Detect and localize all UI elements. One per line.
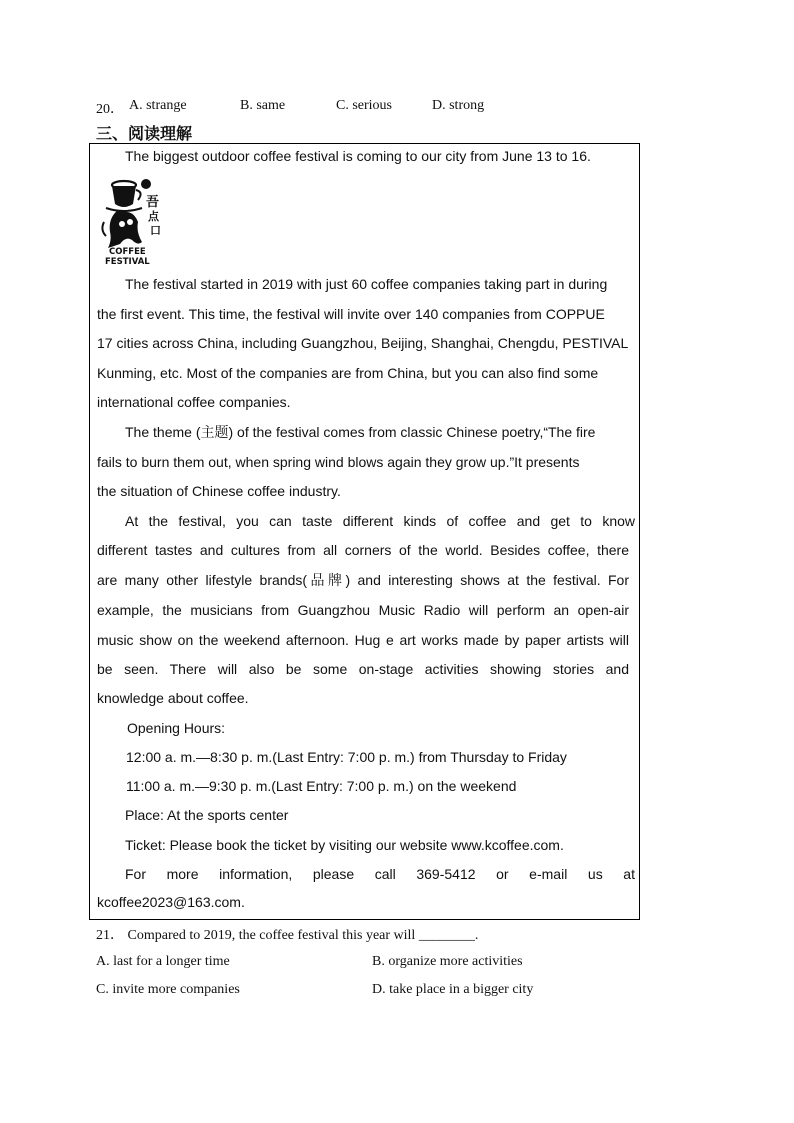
q21-option-c: C. invite more companies [96, 982, 240, 997]
svg-text:FESTIVAL: FESTIVAL [105, 257, 150, 266]
svg-text:吾: 吾 [146, 195, 160, 210]
coffee-festival-logo-icon [98, 174, 170, 266]
passage-line-13: music show on the weekend afternoon. Hug e art works made by paper artists will [97, 632, 629, 648]
question-21-stem: 21． Compared to 2019, the coffee festival this year will ________. [96, 928, 479, 943]
passage-line-2: the first event. This time, the festival will invite over 140 companies from COPPUE [97, 306, 605, 322]
hours-weekend: 11:00 a. m.—9:30 p. m.(Last Entry: 7:00 p. m.) on the weekend [126, 778, 517, 794]
passage-line-9: At the festival, you can taste different kinds of coffee and get to know [125, 513, 635, 529]
contact-line: For more information, please call 369-5412 or e-mail us at [125, 866, 635, 882]
passage-line-4: Kunming, etc. Most of the companies are from China, but you can also find some [97, 365, 599, 381]
passage-line-14: be seen. There will also be some on-stage activities showing stories and [97, 661, 629, 677]
passage-line-5: international coffee companies. [97, 394, 291, 410]
q20-option-a: A. strange [129, 98, 187, 113]
passage-line-6: The theme (主题) of the festival comes from classic Chinese poetry,“The fire [125, 424, 596, 440]
svg-text:口: 口 [150, 224, 161, 237]
passage-line-15: knowledge about coffee. [97, 690, 249, 706]
passage-line-1: The festival started in 2019 with just 60 coffee companies taking part in during [125, 276, 608, 292]
passage-line-8: the situation of Chinese coffee industry. [97, 483, 341, 499]
passage-line-12: example, the musicians from Guangzhou Music Radio will perform an open-air [97, 602, 629, 618]
q20-option-b: B. same [240, 98, 286, 113]
q20-option-d: D. strong [432, 98, 485, 113]
section-heading: 三、阅读理解 [96, 124, 193, 143]
svg-text:点: 点 [148, 210, 159, 223]
q21-option-a: A. last for a longer time [96, 954, 230, 969]
passage-line-10: different tastes and cultures from all corners of the world. Besides coffee, there [97, 542, 629, 558]
contact-email: kcoffee2023@163.com. [97, 894, 245, 910]
passage-line-3: 17 cities across China, including Guangzhou, Beijing, Shanghai, Chengdu, PESTIVAL [97, 335, 629, 351]
q21-option-b: B. organize more activities [372, 954, 523, 969]
q20-number: 20． [96, 102, 124, 117]
passage-line-7: fails to burn them out, when spring wind blows again they grow up.”It presents [97, 454, 580, 470]
passage-line-11: are many other lifestyle brands(品牌) and interesting shows at the festival. For [97, 572, 629, 588]
q20-option-c: C. serious [336, 98, 392, 113]
passage-intro: The biggest outdoor coffee festival is coming to our city from June 13 to 16. [125, 148, 591, 164]
ticket-line: Ticket: Please book the ticket by visiting our website www.kcoffee.com. [125, 837, 564, 853]
place-line: Place: At the sports center [125, 807, 289, 823]
hours-weekday: 12:00 a. m.—8:30 p. m.(Last Entry: 7:00 p. m.) from Thursday to Friday [126, 749, 567, 765]
opening-hours-label: Opening Hours: [127, 720, 226, 736]
q21-option-d: D. take place in a bigger city [372, 982, 534, 997]
svg-text:COFFEE: COFFEE [109, 247, 146, 257]
passage-box [89, 143, 640, 920]
